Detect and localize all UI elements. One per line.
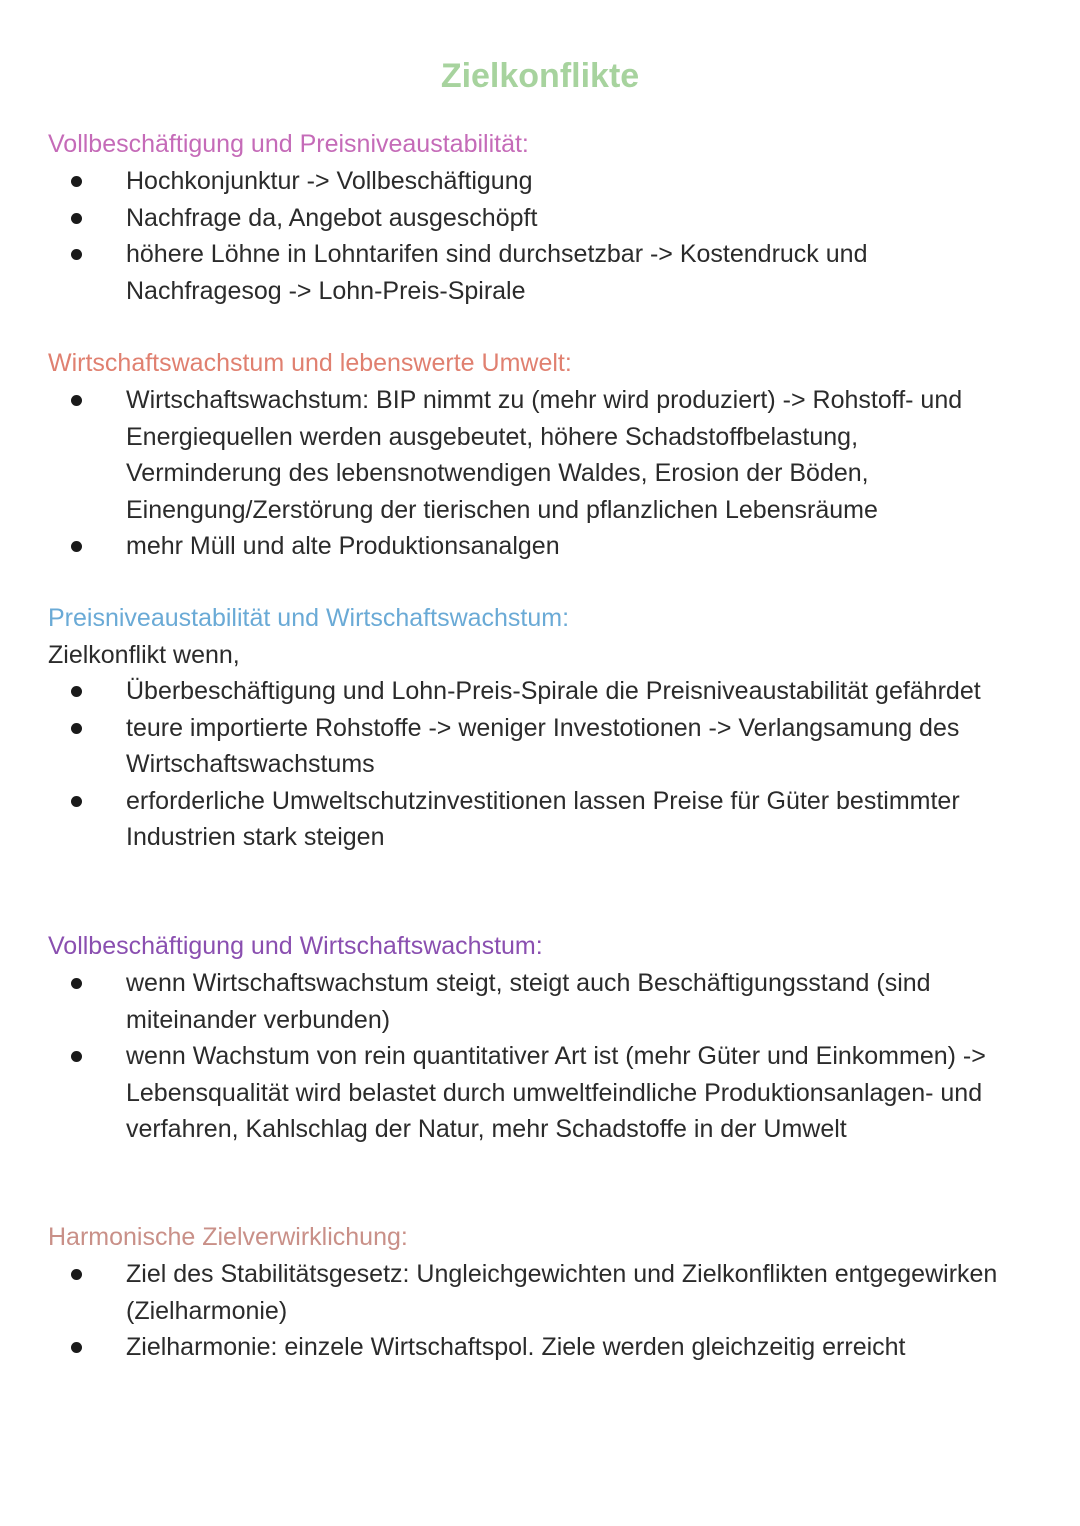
section-heading-vollbeschaeftigung-wachstum: Vollbeschäftigung und Wirtschaftswachstum: <box>48 932 543 960</box>
list-item: wenn Wachstum von rein quantitativer Art ist (mehr Güter und Einkommen) -> Lebensqualität wird belastet durch umweltfeindliche Produktionsanlagen- und verfahren, Kahlschlag der Natur, mehr Schadstoffe in der Umwelt <box>0 1038 1050 1148</box>
bullet-icon <box>71 249 82 260</box>
section-heading-vollbeschaeftigung-preisniveau: Vollbeschäftigung und Preisniveaustabilität: <box>48 130 529 158</box>
bullet-icon <box>71 1051 82 1062</box>
page-title: Zielkonflikte <box>440 56 640 95</box>
list-item: wenn Wirtschaftswachstum steigt, steigt auch Beschäftigungsstand (sind miteinander verbunden) <box>0 965 1050 1038</box>
section-list <box>0 673 1050 856</box>
list-item: Überbeschäftigung und Lohn-Preis-Spirale die Preisniveaustabilität gefährdet <box>0 673 1050 710</box>
section-heading-harmonische-zielverwirklichung: Harmonische Zielverwirklichung: <box>48 1223 408 1251</box>
section-list <box>0 1256 1000 1366</box>
section-list <box>0 965 1050 1148</box>
bullet-icon <box>71 541 82 552</box>
bullet-icon <box>71 723 82 734</box>
list-item: Nachfrage da, Angebot ausgeschöpft <box>0 200 960 237</box>
bullet-icon <box>71 686 82 697</box>
bullet-icon <box>71 978 82 989</box>
list-item: erforderliche Umweltschutzinvestitionen lassen Preise für Güter bestimmter Industrien stark steigen <box>0 783 1050 856</box>
list-item: mehr Müll und alte Produktionsanalgen <box>0 528 1000 565</box>
list-item: Ziel des Stabilitätsgesetz: Ungleichgewichten und Zielkonflikten entgegewirken (Zielharmonie) <box>0 1256 1000 1329</box>
section-list <box>0 382 1000 565</box>
bullet-icon <box>71 1342 82 1353</box>
list-item: höhere Löhne in Lohntarifen sind durchsetzbar -> Kostendruck und Nachfragesog -> Lohn-Preis-Spirale <box>0 236 960 309</box>
list-item: Hochkonjunktur -> Vollbeschäftigung <box>0 163 960 200</box>
list-item: Wirtschaftswachstum: BIP nimmt zu (mehr wird produziert) -> Rohstoff- und Energiequellen werden ausgebeutet, höhere Schadstoffbelastung, Verminderung des lebensnotwendigen Waldes, Erosion der Böden, Einengung/Zerstörung der tierischen und pflanzlichen Lebensräume <box>0 382 1000 528</box>
bullet-icon <box>71 213 82 224</box>
list-item: teure importierte Rohstoffe -> weniger Investotionen -> Verlangsamung des Wirtschaftswachstums <box>0 710 1050 783</box>
list-item: Zielharmonie: einzele Wirtschaftspol. Ziele werden gleichzeitig erreicht <box>0 1329 1000 1366</box>
bullet-icon <box>71 796 82 807</box>
section-list <box>0 163 960 309</box>
bullet-icon <box>71 1269 82 1280</box>
section-intro: Zielkonflikt wenn, <box>48 641 240 669</box>
bullet-icon <box>71 176 82 187</box>
bullet-icon <box>71 395 82 406</box>
section-heading-preisniveau-wachstum: Preisniveaustabilität und Wirtschaftswachstum: <box>48 604 570 632</box>
section-heading-wachstum-umwelt: Wirtschaftswachstum und lebenswerte Umwelt: <box>48 349 572 377</box>
